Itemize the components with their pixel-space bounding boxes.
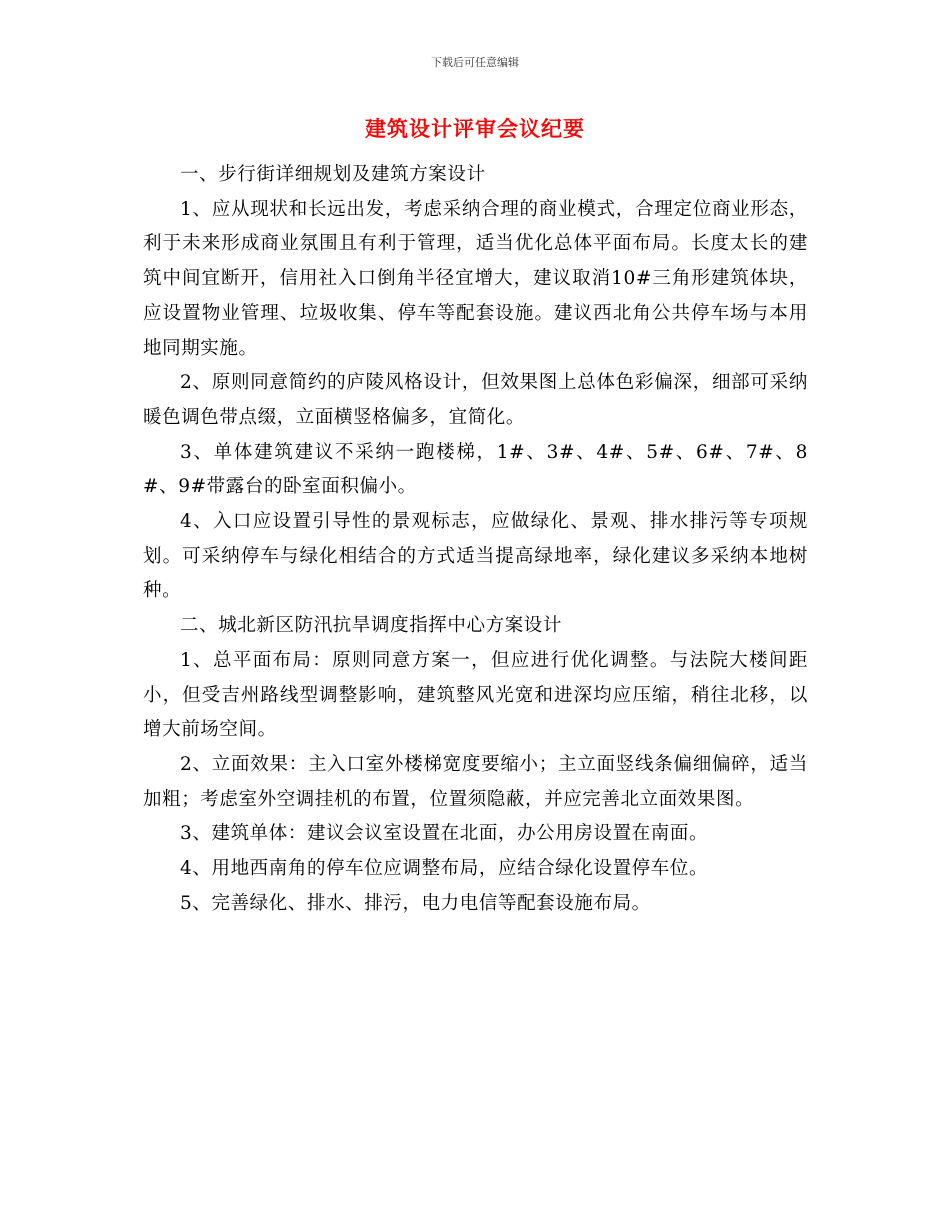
paragraph-1-4: 4、入口应设置引导性的景观标志，应做绿化、景观、排水排污等专项规划。可采纳停车与绿化相结合的方式适当提高绿地率，绿化建议多采纳本地树种。 — [143, 511, 808, 602]
document-title: 建筑设计评审会议纪要 — [365, 117, 585, 141]
paragraph-2-2: 2、立面效果：主入口室外楼梯宽度要缩小；主立面竖线条偏细偏碎，适当加粗；考虑室外空调挂机的布置，位置须隐蔽，并应完善北立面效果图。 — [143, 753, 808, 810]
paragraph-1-1: 1、应从现状和长远出发，考虑采纳合理的商业模式，合理定位商业形态，利于未来形成商业氛围且有利于管理，适当优化总体平面布局。长度太长的建筑中间宜断开，信用社入口倒角半径宜增大，建议取消10#三角形建筑体块，应设置物业管理、垃圾收集、停车等配套设施。建议西北角公共停车场与本用地同期实施。 — [143, 198, 808, 359]
header-note: 下载后可任意编辑 — [431, 56, 519, 69]
paragraph-2-1: 1、总平面布局：原则同意方案一，但应进行优化调整。与法院大楼间距小，但受吉州路线型调整影响，建筑整风光宽和进深均应压缩，稍往北移，以增大前场空间。 — [143, 649, 808, 741]
paragraph-1-2: 2、原则同意简约的庐陵风格设计，但效果图上总体色彩偏深，细部可采纳暖色调色带点缀，立面横竖格偏多，宜简化。 — [143, 372, 808, 428]
paragraph-2-5: 5、完善绿化、排水、排污，电力电信等配套设施布局。 — [180, 892, 651, 914]
section-heading-1: 一、步行街详细规划及建筑方案设计 — [180, 164, 486, 185]
paragraph-1-3: 3、单体建筑建议不采纳一跑楼梯，1#、3#、4#、5#、6#、7#、8#、9#带露台的卧室面积偏小。 — [143, 441, 808, 498]
paragraph-2-4: 4、用地西南角的停车位应调整布局，应结合绿化设置停车位。 — [180, 858, 709, 880]
section-heading-2: 二、城北新区防汛抗旱调度指挥中心方案设计 — [180, 615, 563, 637]
paragraph-2-3: 3、建筑单体：建议会议室设置在北面，办公用房设置在南面。 — [180, 823, 709, 845]
document-body — [143, 158, 808, 921]
